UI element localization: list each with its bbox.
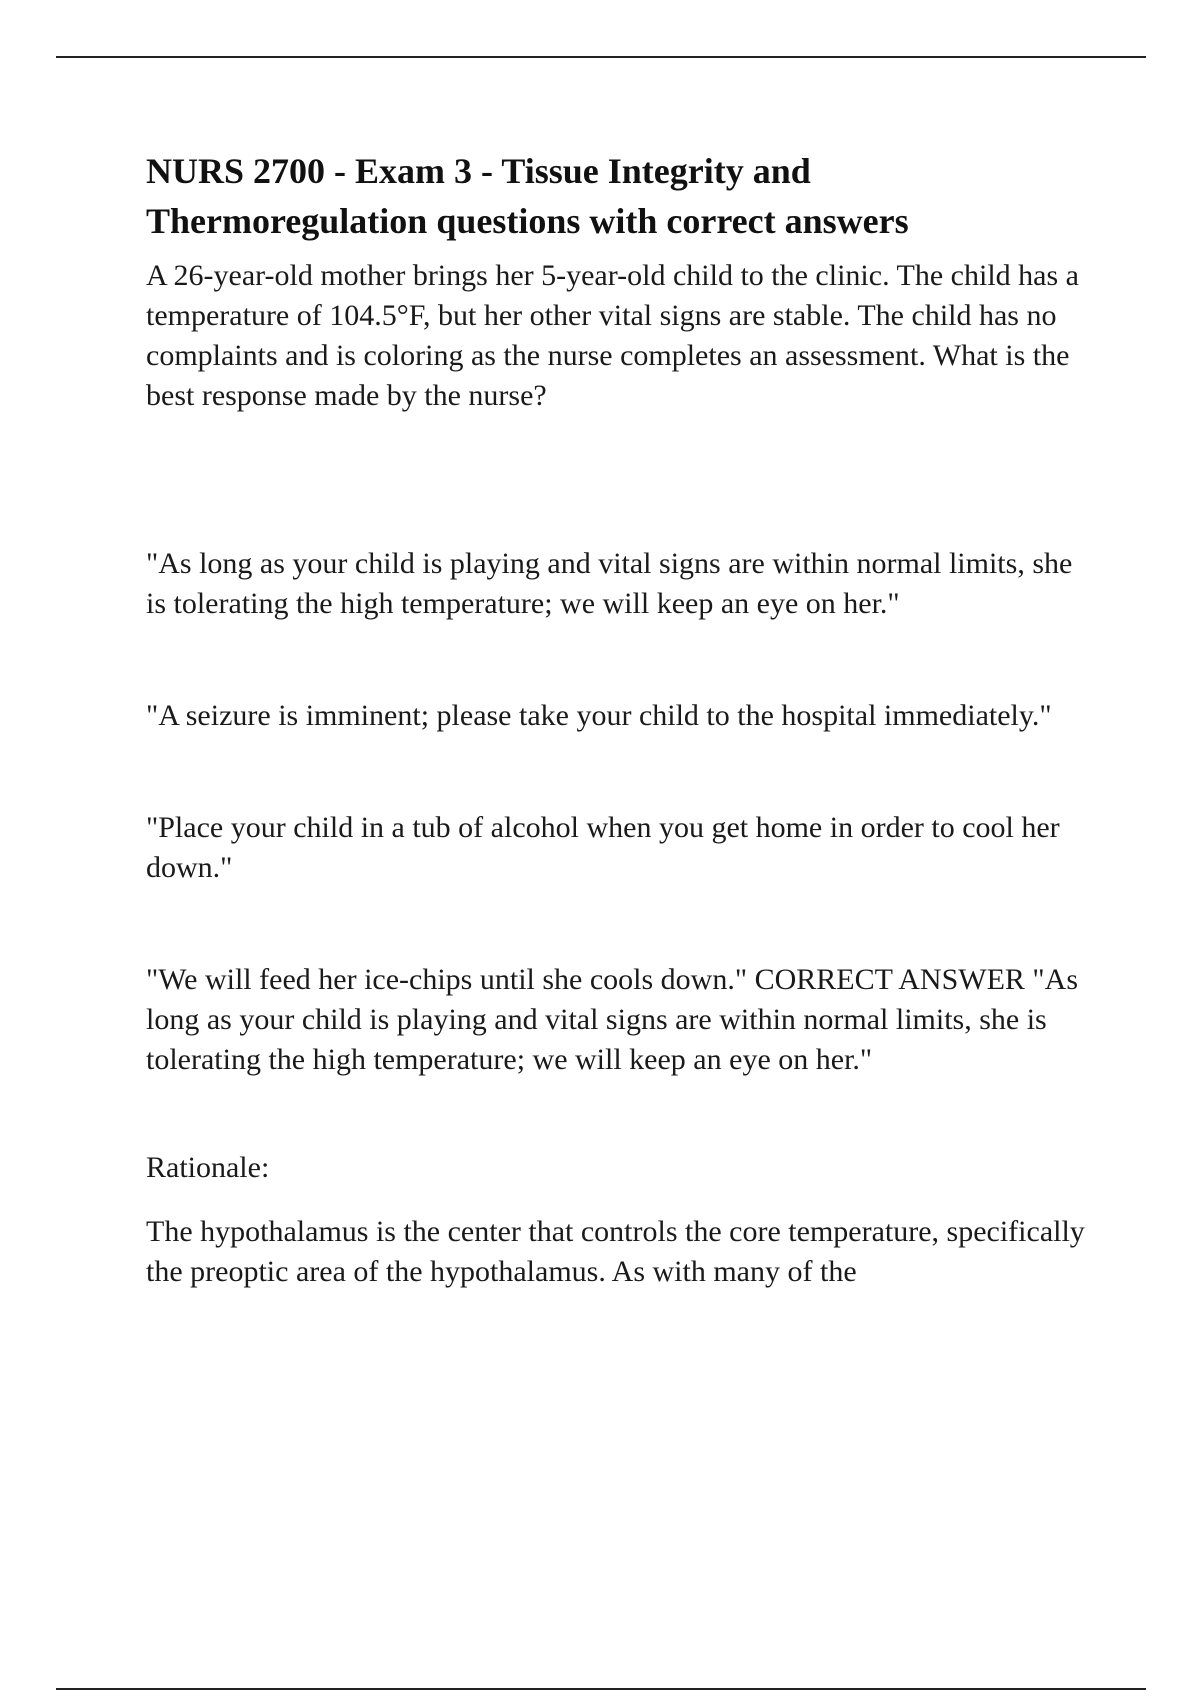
bottom-rule <box>56 1688 1146 1690</box>
rationale-text: The hypothalamus is the center that controls the core temperature, specifically the preoptic area of the hypothalamus. As with many of the <box>146 1215 1085 1288</box>
document-title: NURS 2700 - Exam 3 - Tissue Integrity and Thermoregulation questions with correct answers <box>146 151 909 241</box>
top-rule <box>56 56 1146 58</box>
answer-option-1: "As long as your child is playing and vital signs are within normal limits, she is tolerating the high temperature; we will keep an eye on her." <box>146 547 1073 620</box>
document-body <box>146 146 1096 1292</box>
rationale-label: Rationale: <box>146 1151 270 1184</box>
answer-option-3: "Place your child in a tub of alcohol when you get home in order to cool her down." <box>146 811 1060 884</box>
answer-option-2: "A seizure is imminent; please take your child to the hospital immediately." <box>146 699 1052 732</box>
answer-option-4-with-correct-answer: "We will feed her ice-chips until she cools down." CORRECT ANSWER "As long as your child is playing and vital signs are within normal limits, she is tolerating the high temperature; we will keep an eye on her." <box>146 963 1078 1076</box>
question-text: A 26-year-old mother brings her 5-year-old child to the clinic. The child has a temperature of 104.5°F, but her other vital signs are stable. The child has no complaints and is coloring as the nurse completes an assessment. What is the best response made by the nurse? <box>146 259 1079 412</box>
